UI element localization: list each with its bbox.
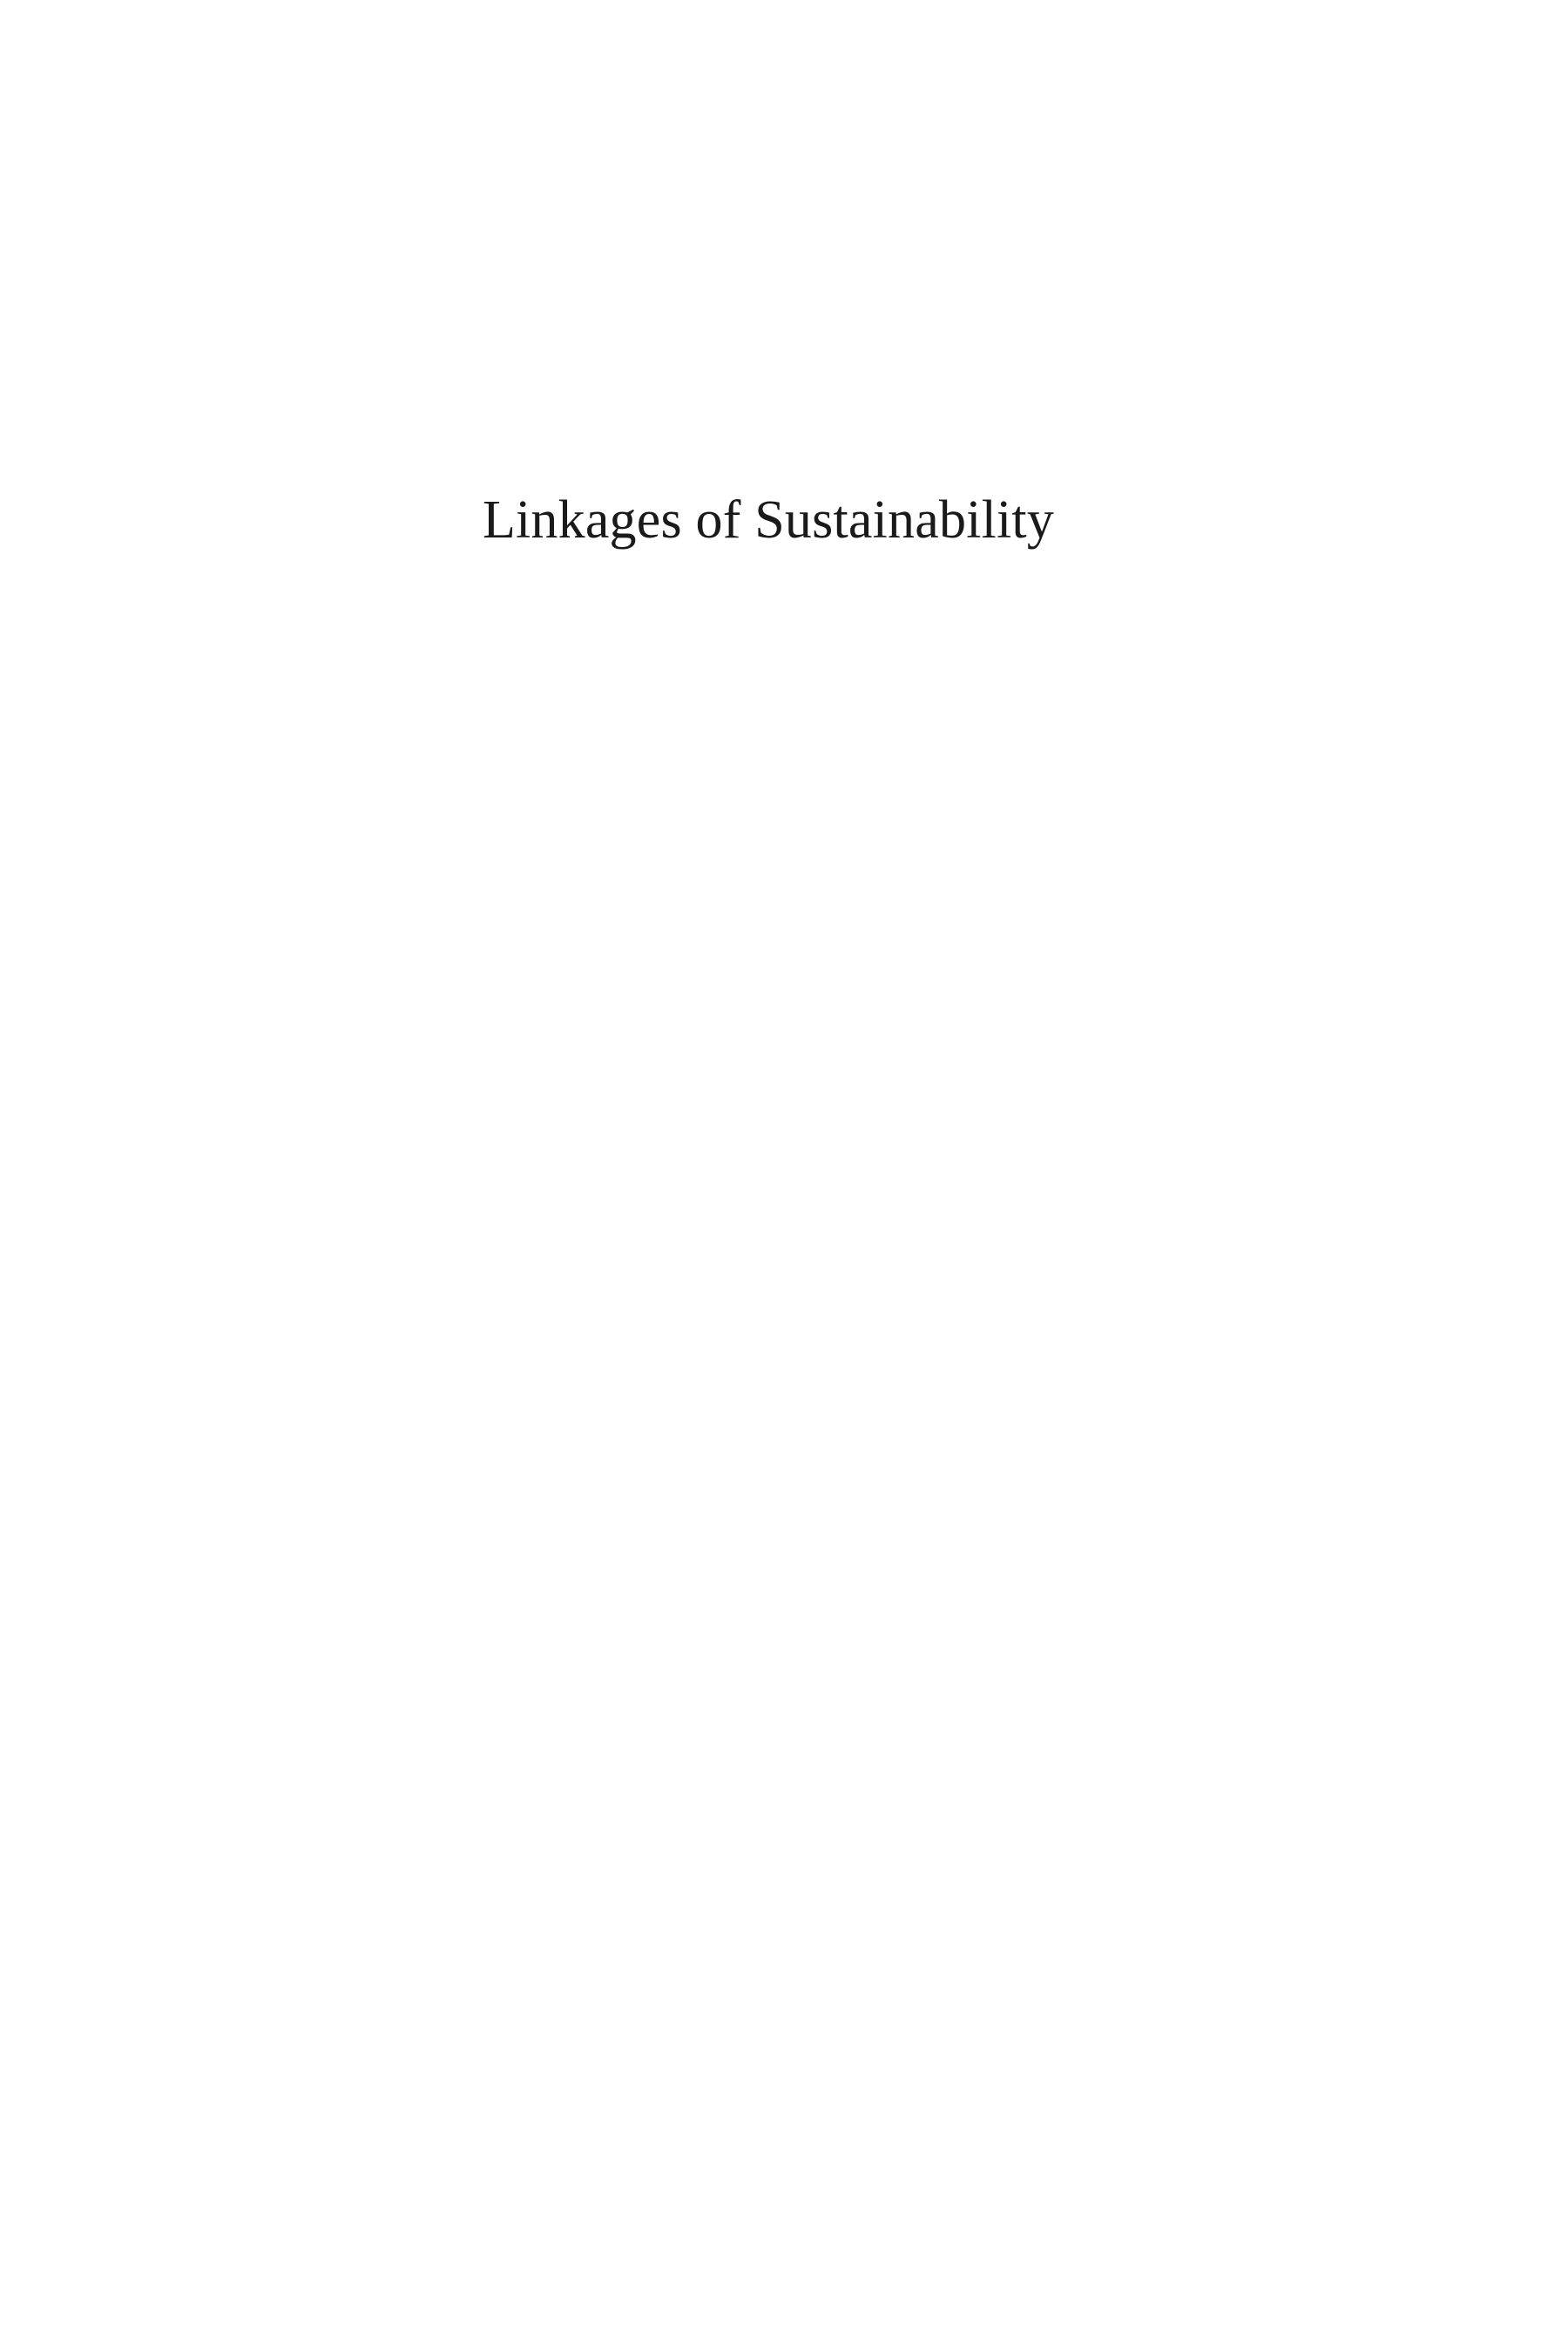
page-title: Linkages of Sustainability [482,490,1055,550]
title-block [0,488,1568,552]
